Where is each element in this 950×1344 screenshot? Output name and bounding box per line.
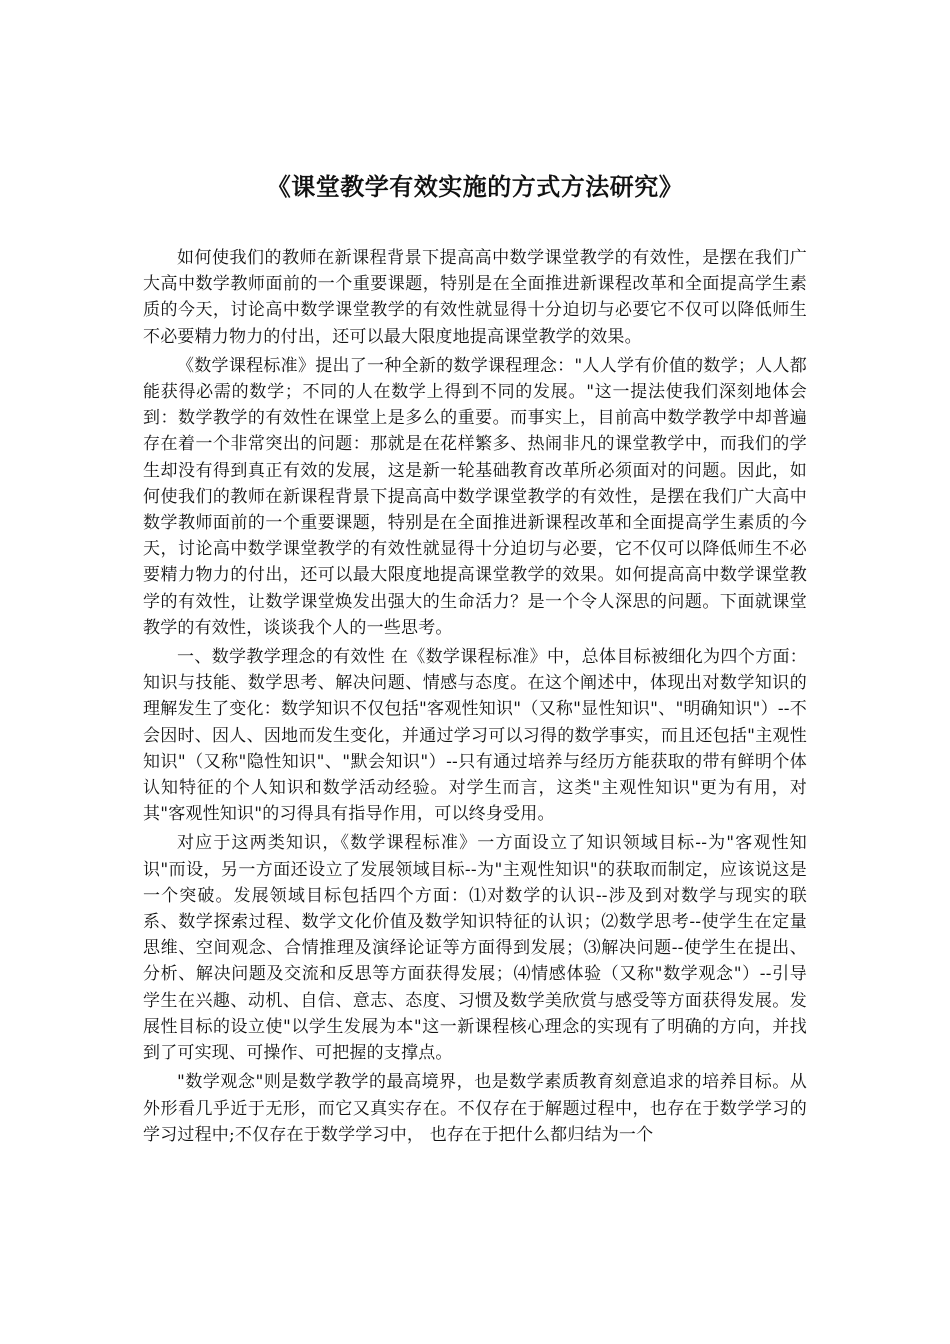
paragraph-development-goals: 对应于这两类知识，《数学课程标准》一方面设立了知识领域目标--为"客观性知识"而设，另一方面还设立了发展领域目标--为"主观性知识"的获取而制定，应该说这是一个突破。发展领域目标包括四个方面：⑴对数学的认识--涉及到对数学与现实的联系、数学探索过程、数学文化价值及数学知识特征的认识；⑵数学思考--使学生在定量思维、空间观念、合情推理及演绎论证等方面得到发展；⑶解决问题--使学生在提出、分析、解决问题及交流和反思等方面获得发展；⑷情感体验（又称"数学观念"）--引导学生在兴趣、动机、自信、意志、态度、习惯及数学美欣赏与感受等方面获得发展。发展性目标的设立使"以学生发展为本"这一新课程核心理念的实现有了明确的方向，并找到了可实现、可操作、可把握的支撑点。 <box>143 833 807 1064</box>
paragraph-teaching-concept: 一、数学教学理念的有效性 在《数学课程标准》中，总体目标被细化为四个方面：知识与技能、数学思考、解决问题、情感与态度。在这个阐述中，体现出对数学知识的理解发生了变化：数学知识不仅包括"客观性知识"（又称"显性知识"、"明确知识"）--不会因时、因人、因地而发生变化，并通过学习可以习得的数学事实，而且还包括"主观性知识"（又称"隐性知识"、"默会知识"）--只有通过培养与经历方能获取的带有鲜明个体认知特征的个人知识和数学活动经验。对学生而言，这类"主观性知识"更为有用，对其"客观性知识"的习得具有指导作用，可以终身受用。 <box>143 647 807 825</box>
paragraph-intro: 如何使我们的教师在新课程背景下提高高中数学课堂教学的有效性，是摆在我们广大高中数学教师面前的一个重要课题，特别是在全面推进新课程改革和全面提高学生素质的今天，讨论高中数学课堂教学的有效性就显得十分迫切与必要它不仅可以降低师生不必要精力物力的付出，还可以最大限度地提高课堂教学的效果。 <box>143 248 807 347</box>
document-body <box>143 245 807 1151</box>
paragraph-curriculum-standard: 《数学课程标准》提出了一种全新的数学课程理念："人人学有价值的数学；人人都能获得必需的数学；不同的人在数学上得到不同的发展。"这一提法使我们深刻地体会到：数学教学的有效性在课堂上是多么的重要。而事实上，目前高中数学教学中却普遍存在着一个非常突出的问题：那就是在花样繁多、热闹非凡的课堂教学中，而我们的学生却没有得到真正有效的发展，这是新一轮基础教育改革所必须面对的问题。因此，如何使我们的教师在新课程背景下提高高中数学课堂教学的有效性，是摆在我们广大高中数学教师面前的一个重要课题，特别是在全面推进新课程改革和全面提高学生素质的今天，讨论高中数学课堂教学的有效性就显得十分迫切与必要，它不仅可以降低师生不必要精力物力的付出，还可以最大限度地提高课堂教学的效果。如何提高高中数学课堂教学的有效性，让数学课堂焕发出强大的生命活力？是一个令人深思的问题。下面就课堂教学的有效性，谈谈我个人的一些思考。 <box>143 355 807 638</box>
document-title: 《课堂教学有效实施的方式方法研究》 <box>266 172 684 201</box>
paragraph-math-concept: "数学观念"则是数学教学的最高境界，也是数学素质教育刻意追求的培养目标。从外形看几乎近于无形，而它又真实存在。不仅存在于解题过程中，也存在于数学学习的学习过程中;不仅存在于数学学习中， 也存在于把什么都归结为一个 <box>143 1072 807 1145</box>
